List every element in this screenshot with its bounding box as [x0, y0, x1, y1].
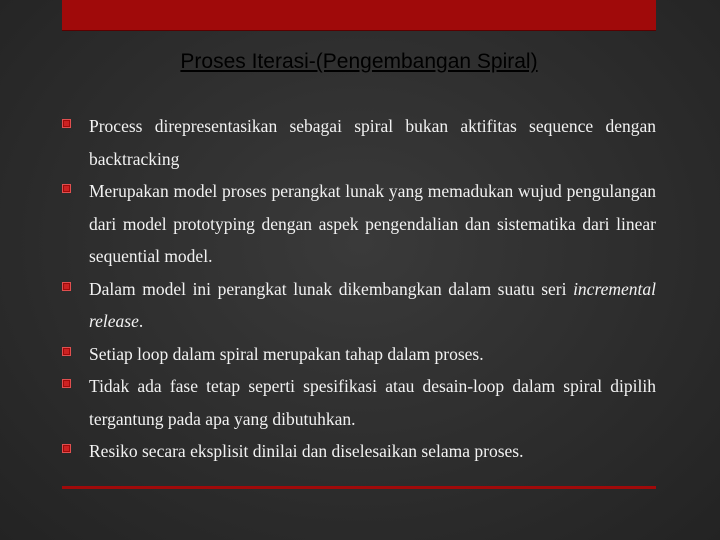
bullet-text: Resiko secara eksplisit dinilai dan diselesaikan selama proses.	[89, 441, 524, 461]
bullet-text: Dalam model ini perangkat lunak dikembangkan dalam suatu seri	[89, 278, 574, 299]
bullet-list	[62, 110, 656, 468]
bullet-marker-icon	[62, 444, 71, 453]
bullet-text-end: .	[138, 311, 144, 331]
bullet-text: Merupakan model proses perangkat lunak yang memadukan wujud pengulangan dari model prototyping dengan aspek pengendalian dan sistematika dari linear sequential model.	[89, 181, 656, 266]
slide-title: Proses Iterasi-(Pengembangan Spiral)	[180, 50, 538, 73]
bullet-marker-icon	[62, 119, 71, 128]
bullet-item	[62, 435, 656, 468]
bullet-marker-icon	[62, 184, 71, 193]
bullet-item	[62, 370, 656, 435]
bullet-text: Process direpresentasikan sebagai spiral bukan aktifitas sequence dengan backtracking	[89, 116, 656, 169]
bullet-item	[62, 338, 656, 371]
bullet-text: Tidak ada fase tetap seperti spesifikasi atau desain-loop dalam spiral dipilih tergantung pada apa yang dibutuhkan.	[89, 376, 656, 429]
bullet-italic-text: incremental release	[89, 278, 656, 331]
bottom-accent-line	[62, 486, 656, 489]
bullet-marker-icon	[62, 379, 71, 388]
bullet-text: Setiap loop dalam spiral merupakan tahap dalam proses.	[89, 343, 484, 364]
bullet-item	[62, 110, 656, 175]
bullet-item	[62, 175, 656, 273]
bullet-marker-icon	[62, 347, 71, 356]
bullet-marker-icon	[62, 282, 71, 291]
bullet-item	[62, 273, 656, 338]
top-accent-bar	[62, 0, 656, 31]
